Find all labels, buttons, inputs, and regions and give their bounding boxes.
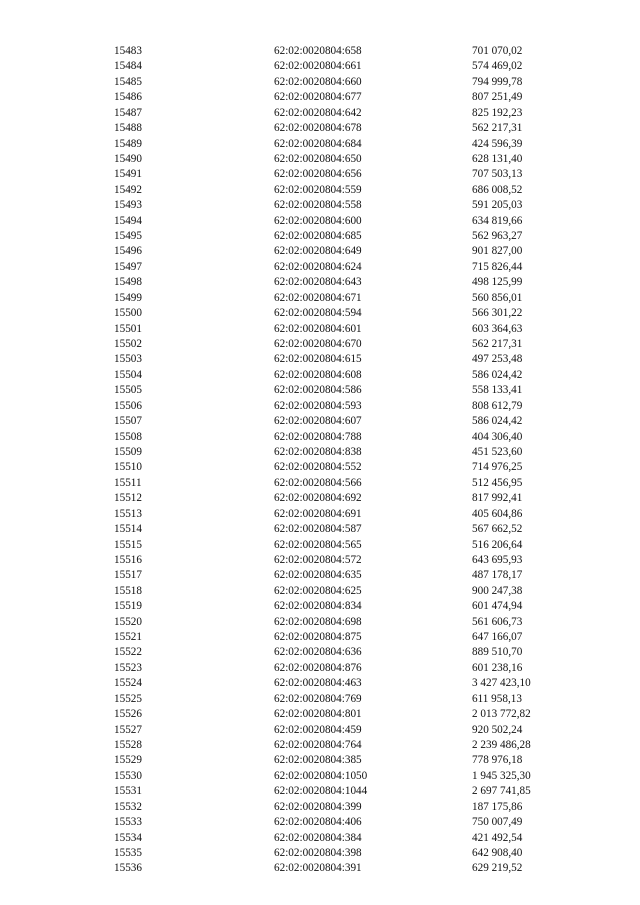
cadastral-value: 574 469,02 [472,60,523,73]
row-number: 15499 [114,291,142,304]
row-number: 15502 [114,338,142,351]
cadastral-number: 62:02:0020804:649 [274,245,362,258]
cadastral-number: 62:02:0020804:875 [274,631,362,644]
table-row [0,615,640,630]
cadastral-value: 807 251,49 [472,91,523,104]
cadastral-value: 701 070,02 [472,45,523,57]
row-number: 15490 [114,152,142,165]
table-row [0,491,640,506]
table-row [0,476,640,491]
cadastral-value: 187 175,86 [472,800,523,813]
cadastral-number: 62:02:0020804:459 [274,723,362,736]
table-row [0,584,640,599]
table-row [0,707,640,722]
cadastral-value: 562 217,31 [472,122,523,135]
cadastral-value: 2 013 772,82 [472,708,531,721]
table-row [0,815,640,830]
row-number: 15533 [114,816,142,829]
cadastral-value: 424 596,39 [472,137,523,150]
cadastral-number: 62:02:0020804:678 [274,122,362,135]
row-number: 15528 [114,738,142,751]
cadastral-value: 3 427 423,10 [472,677,531,690]
table-row [0,769,640,784]
cadastral-value: 642 908,40 [472,846,523,859]
cadastral-number: 62:02:0020804:658 [274,45,362,57]
cadastral-number: 62:02:0020804:593 [274,399,362,412]
table-row [0,414,640,429]
row-number: 15510 [114,461,142,474]
row-number: 15488 [114,122,142,135]
row-number: 15525 [114,692,142,705]
row-number: 15530 [114,769,142,782]
row-number: 15483 [114,45,142,57]
table-row [0,44,640,59]
table-row [0,676,640,691]
row-number: 15523 [114,661,142,674]
row-number: 15492 [114,183,142,196]
cadastral-value: 558 133,41 [472,384,523,397]
row-number: 15508 [114,430,142,443]
cadastral-value: 421 492,54 [472,831,523,844]
table-row [0,738,640,753]
row-number: 15516 [114,553,142,566]
cadastral-value: 715 826,44 [472,260,523,273]
cadastral-value: 647 166,07 [472,631,523,644]
cadastral-number: 62:02:0020804:635 [274,569,362,582]
cadastral-number: 62:02:0020804:565 [274,538,362,551]
cadastral-number: 62:02:0020804:463 [274,677,362,690]
cadastral-number: 62:02:0020804:385 [274,754,362,767]
table-row [0,507,640,522]
cadastral-number: 62:02:0020804:834 [274,600,362,613]
row-number: 15534 [114,831,142,844]
row-number: 15495 [114,230,142,243]
table-row [0,337,640,352]
cadastral-value: 750 007,49 [472,816,523,829]
table-row [0,152,640,167]
table-row [0,661,640,676]
cadastral-value: 778 976,18 [472,754,523,767]
table-row [0,121,640,136]
table-row [0,260,640,275]
cadastral-number: 62:02:0020804:636 [274,646,362,659]
row-number: 15529 [114,754,142,767]
table-row [0,399,640,414]
table-row [0,630,640,645]
table-row [0,522,640,537]
cadastral-value: 512 456,95 [472,476,523,489]
row-number: 15520 [114,615,142,628]
cadastral-value: 487 178,17 [472,569,523,582]
row-number: 15519 [114,600,142,613]
cadastral-value: 591 205,03 [472,199,523,212]
row-number: 15500 [114,307,142,320]
table-row [0,430,640,445]
cadastral-number: 62:02:0020804:670 [274,338,362,351]
table-row [0,784,640,799]
table-row [0,460,640,475]
table-row [0,568,640,583]
cadastral-number: 62:02:0020804:608 [274,368,362,381]
cadastral-value: 405 604,86 [472,507,523,520]
cadastral-number: 62:02:0020804:552 [274,461,362,474]
row-number: 15506 [114,399,142,412]
cadastral-value: 601 474,94 [472,600,523,613]
table-row [0,861,640,876]
cadastral-number: 62:02:0020804:660 [274,75,362,88]
cadastral-number: 62:02:0020804:1050 [274,769,368,782]
cadastral-value: 601 238,16 [472,661,523,674]
cadastral-value: 560 856,01 [472,291,523,304]
cadastral-number: 62:02:0020804:876 [274,661,362,674]
table-row [0,183,640,198]
cadastral-value: 900 247,38 [472,584,523,597]
cadastral-number: 62:02:0020804:398 [274,846,362,859]
row-number: 15521 [114,631,142,644]
row-number: 15514 [114,523,142,536]
row-number: 15501 [114,322,142,335]
row-number: 15517 [114,569,142,582]
cadastral-number: 62:02:0020804:600 [274,214,362,227]
cadastral-number: 62:02:0020804:656 [274,168,362,181]
table-row [0,214,640,229]
cadastral-value: 808 612,79 [472,399,523,412]
row-number: 15531 [114,785,142,798]
cadastral-value: 901 827,00 [472,245,523,258]
cadastral-number: 62:02:0020804:764 [274,738,362,751]
row-number: 15485 [114,75,142,88]
cadastral-value: 794 999,78 [472,75,523,88]
cadastral-value: 628 131,40 [472,152,523,165]
cadastral-value: 611 958,13 [472,692,522,705]
cadastral-number: 62:02:0020804:572 [274,553,362,566]
cadastral-value: 2 697 741,85 [472,785,531,798]
cadastral-value: 2 239 486,28 [472,738,531,751]
table-row [0,167,640,182]
table-row [0,599,640,614]
cadastral-value: 643 695,93 [472,553,523,566]
cadastral-number: 62:02:0020804:625 [274,584,362,597]
cadastral-number: 62:02:0020804:601 [274,322,362,335]
cadastral-number: 62:02:0020804:661 [274,60,362,73]
table-row [0,553,640,568]
row-number: 15527 [114,723,142,736]
row-number: 15487 [114,106,142,119]
cadastral-value: 817 992,41 [472,492,523,505]
cadastral-number: 62:02:0020804:692 [274,492,362,505]
table-row [0,106,640,121]
cadastral-value: 562 963,27 [472,230,523,243]
cadastral-value-table [0,44,640,877]
row-number: 15532 [114,800,142,813]
cadastral-number: 62:02:0020804:384 [274,831,362,844]
row-number: 15498 [114,276,142,289]
cadastral-number: 62:02:0020804:624 [274,260,362,273]
cadastral-value: 561 606,73 [472,615,523,628]
cadastral-number: 62:02:0020804:691 [274,507,362,520]
cadastral-value: 566 301,22 [472,307,523,320]
row-number: 15493 [114,199,142,212]
cadastral-value: 634 819,66 [472,214,523,227]
row-number: 15535 [114,846,142,859]
table-row [0,137,640,152]
row-number: 15503 [114,353,142,366]
row-number: 15507 [114,415,142,428]
cadastral-number: 62:02:0020804:671 [274,291,362,304]
cadastral-value: 603 364,63 [472,322,523,335]
row-number: 15505 [114,384,142,397]
cadastral-number: 62:02:0020804:838 [274,445,362,458]
table-row [0,198,640,213]
table-row [0,229,640,244]
row-number: 15509 [114,445,142,458]
cadastral-number: 62:02:0020804:642 [274,106,362,119]
cadastral-number: 62:02:0020804:587 [274,523,362,536]
cadastral-number: 62:02:0020804:594 [274,307,362,320]
row-number: 15511 [114,476,142,489]
cadastral-value: 562 217,31 [472,338,523,351]
cadastral-value: 889 510,70 [472,646,523,659]
cadastral-number: 62:02:0020804:769 [274,692,362,705]
table-row [0,244,640,259]
table-row [0,723,640,738]
cadastral-number: 62:02:0020804:685 [274,230,362,243]
cadastral-value: 825 192,23 [472,106,523,119]
row-number: 15489 [114,137,142,150]
cadastral-value: 714 976,25 [472,461,523,474]
cadastral-number: 62:02:0020804:650 [274,152,362,165]
cadastral-number: 62:02:0020804:559 [274,183,362,196]
table-row [0,75,640,90]
cadastral-value: 516 206,64 [472,538,523,551]
cadastral-value: 404 306,40 [472,430,523,443]
cadastral-number: 62:02:0020804:566 [274,476,362,489]
row-number: 15518 [114,584,142,597]
cadastral-value: 451 523,60 [472,445,523,458]
row-number: 15496 [114,245,142,258]
row-number: 15513 [114,507,142,520]
cadastral-value: 920 502,24 [472,723,523,736]
cadastral-value: 707 503,13 [472,168,523,181]
cadastral-value: 1 945 325,30 [472,769,531,782]
cadastral-number: 62:02:0020804:391 [274,862,362,875]
row-number: 15486 [114,91,142,104]
cadastral-number: 62:02:0020804:643 [274,276,362,289]
cadastral-number: 62:02:0020804:615 [274,353,362,366]
cadastral-value: 567 662,52 [472,523,523,536]
row-number: 15536 [114,862,142,875]
cadastral-value: 586 024,42 [472,368,523,381]
cadastral-number: 62:02:0020804:1044 [274,785,368,798]
row-number: 15494 [114,214,142,227]
cadastral-value: 498 125,99 [472,276,523,289]
row-number: 15491 [114,168,142,181]
cadastral-number: 62:02:0020804:558 [274,199,362,212]
row-number: 15524 [114,677,142,690]
table-row [0,846,640,861]
cadastral-number: 62:02:0020804:677 [274,91,362,104]
cadastral-value: 497 253,48 [472,353,523,366]
row-number: 15522 [114,646,142,659]
table-row [0,645,640,660]
cadastral-value: 686 008,52 [472,183,523,196]
table-row [0,368,640,383]
table-row [0,383,640,398]
row-number: 15497 [114,260,142,273]
cadastral-number: 62:02:0020804:684 [274,137,362,150]
cadastral-number: 62:02:0020804:607 [274,415,362,428]
cadastral-number: 62:02:0020804:586 [274,384,362,397]
cadastral-value: 629 219,52 [472,862,523,875]
table-row [0,322,640,337]
table-row [0,831,640,846]
cadastral-number: 62:02:0020804:406 [274,816,362,829]
cadastral-number: 62:02:0020804:698 [274,615,362,628]
table-row [0,90,640,105]
row-number: 15484 [114,60,142,73]
table-row [0,306,640,321]
cadastral-value: 586 024,42 [472,415,523,428]
table-row [0,445,640,460]
row-number: 15504 [114,368,142,381]
row-number: 15512 [114,492,142,505]
table-row [0,275,640,290]
table-row [0,692,640,707]
row-number: 15515 [114,538,142,551]
table-row [0,59,640,74]
table-row [0,352,640,367]
table-row [0,538,640,553]
cadastral-number: 62:02:0020804:788 [274,430,362,443]
cadastral-number: 62:02:0020804:801 [274,708,362,721]
table-row [0,753,640,768]
table-row [0,800,640,815]
row-number: 15526 [114,708,142,721]
cadastral-number: 62:02:0020804:399 [274,800,362,813]
table-row [0,291,640,306]
